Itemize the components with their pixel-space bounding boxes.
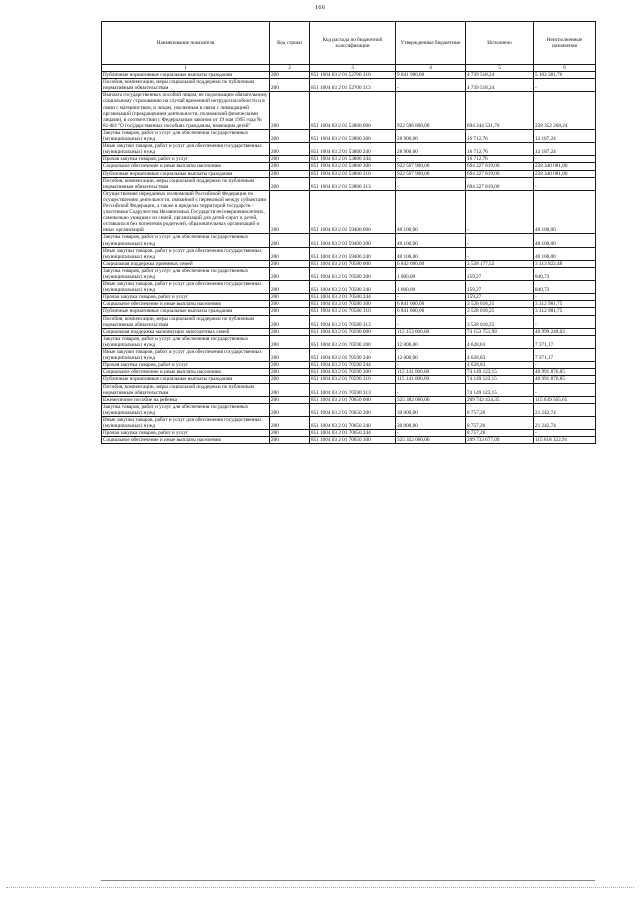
column-index: 2 — [270, 65, 310, 72]
cell-approved: 28 900,00 — [396, 129, 466, 142]
cell-row-code: 200 — [270, 349, 310, 362]
cell-approved: 40 100,00 — [396, 234, 466, 247]
cell-unexecuted: 228 352 268,24 — [534, 92, 596, 130]
table-row — [102, 430, 596, 437]
cell-executed: 4 739 518,24 — [466, 79, 534, 92]
cell-unexecuted: 40 100,00 — [534, 234, 596, 247]
cell-classification: 851 1004 03 2 01 59400 240 — [310, 247, 396, 260]
table-row — [102, 403, 596, 416]
cell-executed: 4 628,83 — [466, 362, 534, 369]
cell-approved: 12 000,00 — [396, 335, 466, 348]
table-row — [102, 349, 596, 362]
table-row — [102, 281, 596, 294]
table-row — [102, 247, 596, 260]
table-row — [102, 129, 596, 142]
cell-name: Публичные нормативные социальные выплаты гражданам — [102, 308, 270, 315]
cell-classification: 851 1004 03 2 01 52700 313 — [310, 79, 396, 92]
cell-approved: 922 567 900,00 — [396, 170, 466, 177]
cell-classification: 851 1004 03 2 01 70580 310 — [310, 308, 396, 315]
cell-name: Выплата государственных пособий лицам, не подлежащим обязательному социальному страхованию на случай временной нетрудоспособности и в связи с материнством, и лицам, уволенным в связи с ликвидацией организаций (прекращением деятельности, полномочий физическими лицами), в соответствии с Федеральным законом от 19 мая 1995 года № 81-ФЗ "О государственных пособиях гражданам, имеющим детей" — [102, 92, 270, 130]
cell-row-code: 200 — [270, 301, 310, 308]
cell-executed: 8 757,26 — [466, 416, 534, 429]
cell-classification: 851 1004 03 2 01 53800 313 — [310, 177, 396, 190]
table-row — [102, 177, 596, 190]
cell-executed: 3 528 018,25 — [466, 301, 534, 308]
cell-approved: - — [396, 156, 466, 163]
cell-row-code: 200 — [270, 170, 310, 177]
cell-name: Социальная поддержка малоимущих многодетных семей — [102, 328, 270, 335]
cell-name: Прочая закупка товаров, работ и услуг — [102, 430, 270, 437]
table-row — [102, 301, 596, 308]
cell-executed: 694 227 819,00 — [466, 170, 534, 177]
cell-approved: 1 000,00 — [396, 267, 466, 280]
cell-row-code: 200 — [270, 362, 310, 369]
cell-name: Иные закупки товаров, работ и услуг для обеспечения государственных (муниципальных) нужд — [102, 247, 270, 260]
cell-approved: 115 153 000,00 — [396, 328, 466, 335]
cell-classification: 851 1004 03 2 01 70650 200 — [310, 403, 396, 416]
cell-unexecuted: 3 312 981,75 — [534, 301, 596, 308]
cell-unexecuted: 40 991 876,85 — [534, 369, 596, 376]
budget-execution-table — [101, 21, 596, 444]
cell-unexecuted: 12 187,24 — [534, 143, 596, 156]
cell-unexecuted: 115 618 322,91 — [534, 437, 596, 444]
cell-name: Прочая закупка товаров, работ и услуг — [102, 156, 270, 163]
cell-executed: 74 149 123,15 — [466, 369, 534, 376]
cell-row-code: 200 — [270, 335, 310, 348]
cell-row-code: 200 — [270, 308, 310, 315]
cell-unexecuted: 40 100,00 — [534, 247, 596, 260]
column-index: 3 — [310, 65, 396, 72]
cell-name: Публичные нормативные социальные выплаты гражданам — [102, 376, 270, 383]
cell-unexecuted: 3 313 822,48 — [534, 260, 596, 267]
bottom-rule — [101, 880, 595, 881]
cell-unexecuted: 3 312 981,75 — [534, 308, 596, 315]
cell-row-code: 200 — [270, 383, 310, 396]
cell-row-code: 200 — [270, 396, 310, 403]
table-row — [102, 369, 596, 376]
cell-name: Пособия, компенсации, меры социальной поддержки по публичным нормативным обязательствам — [102, 383, 270, 396]
cell-classification: 851 1004 03 2 01 59400 200 — [310, 234, 396, 247]
cell-row-code: 200 — [270, 129, 310, 142]
cell-approved: - — [396, 294, 466, 301]
cell-classification: 851 1004 03 2 01 53800 244 — [310, 156, 396, 163]
table-row — [102, 190, 596, 234]
cell-row-code: 200 — [270, 281, 310, 294]
cell-executed: - — [466, 190, 534, 234]
cell-approved: 6 841 000,00 — [396, 308, 466, 315]
cell-approved: 30 000,00 — [396, 403, 466, 416]
table-body — [102, 72, 596, 444]
cell-row-code: 200 — [270, 376, 310, 383]
table-row — [102, 143, 596, 156]
cell-unexecuted: 7 371,17 — [534, 349, 596, 362]
cell-name: Социальное обеспечение и иные выплаты населению — [102, 301, 270, 308]
cell-classification: 851 1004 03 2 01 53800 300 — [310, 163, 396, 170]
cell-approved: 28 900,00 — [396, 143, 466, 156]
cell-executed: 159,27 — [466, 281, 534, 294]
cell-unexecuted: 115 639 565,65 — [534, 396, 596, 403]
cell-classification: 851 1004 03 2 01 53800 310 — [310, 170, 396, 177]
cell-unexecuted: 21 242,74 — [534, 416, 596, 429]
cell-unexecuted: - — [534, 294, 596, 301]
cell-classification: 851 1004 03 2 01 70590 240 — [310, 349, 396, 362]
header-unexecuted: Неисполненные назначения — [534, 22, 596, 65]
cell-executed: 694 227 819,00 — [466, 177, 534, 190]
cell-classification: 851 1004 03 2 01 70590 200 — [310, 335, 396, 348]
cell-name: Публичные нормативные социальные выплаты гражданам — [102, 170, 270, 177]
cell-unexecuted: 12 187,24 — [534, 129, 596, 142]
cell-executed: 3 528 018,25 — [466, 308, 534, 315]
table-row — [102, 376, 596, 383]
cell-approved: 115 141 000,00 — [396, 376, 466, 383]
cell-row-code: 200 — [270, 143, 310, 156]
cell-approved: 922 567 900,00 — [396, 163, 466, 170]
cell-classification: 851 1004 03 2 01 70590 300 — [310, 369, 396, 376]
cell-row-code: 200 — [270, 315, 310, 328]
table-row — [102, 163, 596, 170]
cell-unexecuted: 40 991 876,85 — [534, 376, 596, 383]
cell-classification: 851 1004 03 2 01 70580 000 — [310, 260, 396, 267]
table-row — [102, 79, 596, 92]
cell-unexecuted: 21 242,74 — [534, 403, 596, 416]
table-row — [102, 362, 596, 369]
cell-classification: 851 1004 03 2 01 70650 300 — [310, 437, 396, 444]
table-row — [102, 72, 596, 79]
cell-unexecuted: 840,73 — [534, 281, 596, 294]
cell-executed: 159,27 — [466, 294, 534, 301]
cell-name: Прочая закупка товаров, работ и услуг — [102, 362, 270, 369]
cell-row-code: 200 — [270, 247, 310, 260]
table-row — [102, 328, 596, 335]
cell-row-code: 200 — [270, 267, 310, 280]
header-executed: Исполнено — [466, 22, 534, 65]
cell-executed: 3 528 018,25 — [466, 315, 534, 328]
cell-classification: 851 1004 03 2 01 70590 244 — [310, 362, 396, 369]
cell-unexecuted: - — [534, 177, 596, 190]
cell-unexecuted: 228 340 081,00 — [534, 163, 596, 170]
cell-classification: 851 1004 03 2 01 70650 240 — [310, 416, 396, 429]
cell-approved: 30 000,00 — [396, 416, 466, 429]
cell-approved: 6 842 000,00 — [396, 260, 466, 267]
cell-name: Закупка товаров, работ и услуг для обеспечения государственных (муниципальных) нужд — [102, 403, 270, 416]
cell-executed: - — [466, 234, 534, 247]
cell-approved: 922 596 800,00 — [396, 92, 466, 130]
header-name: Наименование показателя — [102, 22, 270, 65]
table-row — [102, 335, 596, 348]
cell-unexecuted: 7 371,17 — [534, 335, 596, 348]
cell-name: Иные закупки товаров, работ и услуг для обеспечения государственных (муниципальных) нужд — [102, 416, 270, 429]
table-row — [102, 170, 596, 177]
cell-approved: 1 000,00 — [396, 281, 466, 294]
cell-approved: - — [396, 177, 466, 190]
table-row — [102, 416, 596, 429]
cell-executed: 16 712,76 — [466, 129, 534, 142]
cell-name: Иные закупки товаров, работ и услуг для обеспечения государственных (муниципальных) нужд — [102, 143, 270, 156]
column-index: 1 — [102, 65, 270, 72]
cell-classification: 851 1004 03 2 01 70650 244 — [310, 430, 396, 437]
cell-name: Иные закупки товаров, работ и услуг для обеспечения государственных (муниципальных) нужд — [102, 349, 270, 362]
cell-approved: 6 841 000,00 — [396, 301, 466, 308]
cell-name: Закупка товаров, работ и услуг для обеспечения государственных (муниципальных) нужд — [102, 267, 270, 280]
cell-executed: 4 739 518,24 — [466, 72, 534, 79]
cell-executed: 16 712,76 — [466, 143, 534, 156]
table-row — [102, 267, 596, 280]
cell-row-code: 200 — [270, 369, 310, 376]
cell-row-code: 200 — [270, 430, 310, 437]
cell-row-code: 200 — [270, 260, 310, 267]
table-row — [102, 156, 596, 163]
table-header-row — [102, 22, 596, 65]
cell-row-code: 200 — [270, 156, 310, 163]
page-number: 166 — [314, 4, 326, 11]
scan-edge-line — [6, 887, 634, 888]
column-index-row — [102, 65, 596, 72]
cell-approved: - — [396, 79, 466, 92]
cell-executed: 209 742 434,35 — [466, 396, 534, 403]
header-approved: Утвержденные бюджетные — [396, 22, 466, 65]
cell-row-code: 200 — [270, 163, 310, 170]
cell-row-code: 200 — [270, 328, 310, 335]
cell-name: Закупка товаров, работ и услуг для обеспечения государственных (муниципальных) нужд — [102, 234, 270, 247]
header-row-code: Код строки — [270, 22, 310, 65]
cell-approved: - — [396, 430, 466, 437]
cell-approved: 40 100,00 — [396, 190, 466, 234]
cell-executed: 8 757,26 — [466, 430, 534, 437]
cell-name: Ежемесячное пособие на ребенка — [102, 396, 270, 403]
table-row — [102, 294, 596, 301]
table-row — [102, 308, 596, 315]
cell-executed: 16 712,76 — [466, 156, 534, 163]
cell-row-code: 200 — [270, 403, 310, 416]
cell-name: Социальное обеспечение и иные выплаты населению — [102, 369, 270, 376]
column-index: 5 — [466, 65, 534, 72]
cell-row-code: 200 — [270, 416, 310, 429]
cell-classification: 851 1004 03 2 01 70650 000 — [310, 396, 396, 403]
cell-name: Социальное обеспечение и иные выплаты населению — [102, 163, 270, 170]
table-row — [102, 383, 596, 396]
column-index: 4 — [396, 65, 466, 72]
cell-row-code: 200 — [270, 92, 310, 130]
cell-row-code: 200 — [270, 294, 310, 301]
cell-executed: 159,27 — [466, 267, 534, 280]
column-index: 6 — [534, 65, 596, 72]
cell-unexecuted: 40 100,00 — [534, 190, 596, 234]
cell-approved: - — [396, 362, 466, 369]
cell-approved: - — [396, 383, 466, 396]
cell-executed: 209 733 677,09 — [466, 437, 534, 444]
cell-name: Пособия, компенсации, меры социальной поддержки по публичным нормативным обязательствам — [102, 177, 270, 190]
cell-unexecuted: - — [534, 383, 596, 396]
header-classification: Код расхода по бюджетной классификации — [310, 22, 396, 65]
cell-unexecuted: - — [534, 315, 596, 328]
table-row — [102, 437, 596, 444]
cell-approved: 12 000,00 — [396, 349, 466, 362]
cell-classification: 851 1004 03 2 01 53800 000 — [310, 92, 396, 130]
table-row — [102, 234, 596, 247]
cell-name: Осуществление переданных полномочий Российской Федерации по осуществлению деятельности, связанной с перевозкой между субъектами Российской Федерации, а также в пределах территорий государств - участников Содружества Независимых Государств несовершеннолетних, самовольно ушедших из семей, организаций для детей-сирот и детей, оставшихся без попечения родителей, образовательных организаций и иных организаций — [102, 190, 270, 234]
cell-executed: 3 528 177,52 — [466, 260, 534, 267]
cell-classification: 851 1004 03 2 01 70580 244 — [310, 294, 396, 301]
cell-executed: 694 244 531,76 — [466, 92, 534, 130]
cell-approved: 325 352 000,00 — [396, 437, 466, 444]
cell-unexecuted: 228 340 081,00 — [534, 170, 596, 177]
cell-row-code: 200 — [270, 437, 310, 444]
cell-executed: 74 153 751,98 — [466, 328, 534, 335]
cell-classification: 851 1004 03 2 01 70580 240 — [310, 281, 396, 294]
cell-unexecuted: - — [534, 156, 596, 163]
cell-executed: 4 628,83 — [466, 349, 534, 362]
cell-name: Пособия, компенсации, меры социальной поддержки по публичным нормативным обязательствам — [102, 79, 270, 92]
cell-row-code: 200 — [270, 234, 310, 247]
cell-name: Публичные нормативные социальные выплаты гражданам — [102, 72, 270, 79]
cell-classification: 851 1004 03 2 01 53800 240 — [310, 143, 396, 156]
cell-executed: 8 757,26 — [466, 403, 534, 416]
cell-classification: 851 1004 03 2 01 53800 200 — [310, 129, 396, 142]
cell-approved: 115 141 000,00 — [396, 369, 466, 376]
cell-classification: 851 1004 03 2 01 70580 300 — [310, 301, 396, 308]
cell-executed: - — [466, 247, 534, 260]
cell-unexecuted: 5 102 381,76 — [534, 72, 596, 79]
cell-unexecuted: - — [534, 79, 596, 92]
cell-classification: 851 1004 03 2 01 70580 313 — [310, 315, 396, 328]
cell-name: Закупка товаров, работ и услуг для обеспечения государственных (муниципальных) нужд — [102, 129, 270, 142]
cell-row-code: 200 — [270, 177, 310, 190]
cell-classification: 851 1004 03 2 01 70590 310 — [310, 376, 396, 383]
cell-approved: 9 841 900,00 — [396, 72, 466, 79]
cell-classification: 851 1004 03 2 01 70580 200 — [310, 267, 396, 280]
cell-classification: 851 1004 03 2 01 70590 313 — [310, 383, 396, 396]
cell-name: Пособия, компенсации, меры социальной поддержки по публичным нормативным обязательствам — [102, 315, 270, 328]
cell-name: Социальное обеспечение и иные выплаты населению — [102, 437, 270, 444]
cell-executed: 4 628,83 — [466, 335, 534, 348]
cell-classification: 851 1004 03 2 01 52700 310 — [310, 72, 396, 79]
cell-row-code: 200 — [270, 190, 310, 234]
cell-row-code: 200 — [270, 79, 310, 92]
cell-approved: 40 100,00 — [396, 247, 466, 260]
table-row — [102, 260, 596, 267]
cell-executed: 694 227 819,00 — [466, 163, 534, 170]
cell-name: Иные закупки товаров, работ и услуг для обеспечения государственных (муниципальных) нужд — [102, 281, 270, 294]
cell-approved: - — [396, 315, 466, 328]
cell-executed: 74 149 123,15 — [466, 376, 534, 383]
cell-unexecuted: - — [534, 430, 596, 437]
cell-unexecuted: 840,73 — [534, 267, 596, 280]
cell-executed: 74 149 123,15 — [466, 383, 534, 396]
cell-name: Социальная поддержка приемных семей — [102, 260, 270, 267]
cell-unexecuted: 40 999 248,02 — [534, 328, 596, 335]
cell-classification: 851 1004 03 2 01 70590 000 — [310, 328, 396, 335]
cell-approved: 325 382 000,00 — [396, 396, 466, 403]
cell-row-code: 200 — [270, 72, 310, 79]
table-row — [102, 396, 596, 403]
cell-name: Прочая закупка товаров, работ и услуг — [102, 294, 270, 301]
table-row — [102, 92, 596, 130]
table-row — [102, 315, 596, 328]
cell-classification: 851 1004 03 2 01 59400 000 — [310, 190, 396, 234]
cell-name: Закупка товаров, работ и услуг для обеспечения государственных (муниципальных) нужд — [102, 335, 270, 348]
cell-unexecuted: - — [534, 362, 596, 369]
